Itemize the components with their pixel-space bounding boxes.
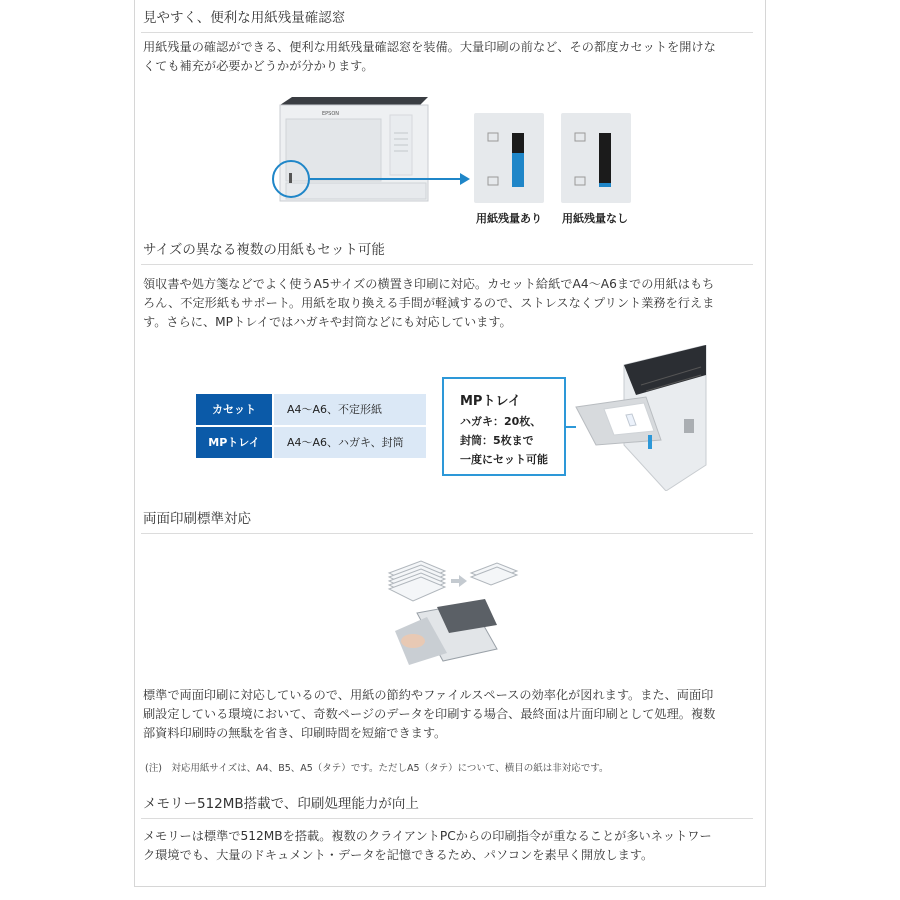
section-heading-multi-size: サイズの異なる複数の用紙もセット可能	[143, 242, 385, 258]
section-body-paper-window	[143, 38, 761, 76]
paper-table-value: A4～A6、ハガキ、封筒	[274, 427, 426, 458]
content-panel	[134, 0, 766, 887]
section-heading-duplex: 両面印刷標準対応	[143, 511, 251, 527]
mp-tray-title: MPトレイ	[460, 394, 521, 409]
mp-tray-line: 封筒：5枚まで	[460, 434, 534, 447]
section-divider	[141, 32, 753, 33]
printer-front-image	[270, 93, 470, 208]
duplex-printing-image	[387, 553, 521, 670]
body-line: す。さらに、MPトレイではハガキや封筒などにも対応しています。	[143, 315, 512, 329]
body-line: ろん、不定形紙もサポート。用紙を取り換える手間が軽減するので、ストレスなくプリント業務を行えま	[143, 296, 715, 310]
paper-table-key: カセット	[196, 394, 272, 425]
mp-tray-callout	[442, 377, 566, 476]
section-divider	[141, 533, 753, 534]
section-body-memory	[143, 827, 761, 865]
paper-table-key: MPトレイ	[196, 427, 272, 458]
gauge-without-paper-label: 用紙残量なし	[562, 212, 628, 225]
body-line: 用紙残量の確認ができる、便利な用紙残量確認窓を装備。大量印刷の前など、その都度カセットを開けな	[143, 40, 716, 54]
section-body-duplex	[143, 686, 761, 743]
duplex-note: (注) 対応用紙サイズは、A4、B5、A5（タテ）です。ただしA5（タテ）について、横目の紙は非対応です。	[145, 763, 609, 774]
section-divider	[141, 818, 753, 819]
body-line: 標準で両面印刷に対応しているので、用紙の節約やファイルスペースの効率化が図れます。また、両面印	[143, 688, 714, 702]
section-heading-paper-window: 見やすく、便利な用紙残量確認窓	[143, 10, 346, 26]
mp-tray-line: 一度にセット可能	[460, 453, 548, 466]
body-line: 部資料印刷時の無駄を省き、印刷時間を短縮できます。	[143, 726, 447, 740]
section-divider	[141, 264, 753, 265]
brand-logo: EPSON	[322, 111, 340, 117]
gauge-with-paper-image	[474, 113, 544, 203]
body-line: メモリーは標準で512MBを搭載。複数のクライアントPCからの印刷指令が重なることが多いネットワー	[143, 829, 712, 843]
body-line: 領収書や処方箋などでよく使うA5サイズの横置き印刷に対応。カセット給紙でA4～A6までの用紙はもち	[143, 277, 715, 291]
body-line: くても補充が必要かどうかが分かります。	[143, 59, 374, 73]
body-line: ク環境でも、大量のドキュメント・データを記憶できるため、パソコンを素早く開放します。	[143, 848, 654, 862]
gauge-with-paper-label: 用紙残量あり	[476, 212, 542, 225]
body-line: 刷設定している環境において、奇数ページのデータを印刷する場合、最終面は片面印刷として処理。複数	[143, 707, 716, 721]
paper-table-value: A4～A6、不定形紙	[274, 394, 426, 425]
printer-mp-tray-image	[566, 345, 708, 491]
mp-tray-line: ハガキ：20枚、	[460, 415, 542, 428]
gauge-without-paper-image	[561, 113, 631, 203]
section-body-multi-size	[143, 275, 761, 332]
section-heading-memory: メモリー512MB搭載で、印刷処理能力が向上	[143, 796, 419, 812]
